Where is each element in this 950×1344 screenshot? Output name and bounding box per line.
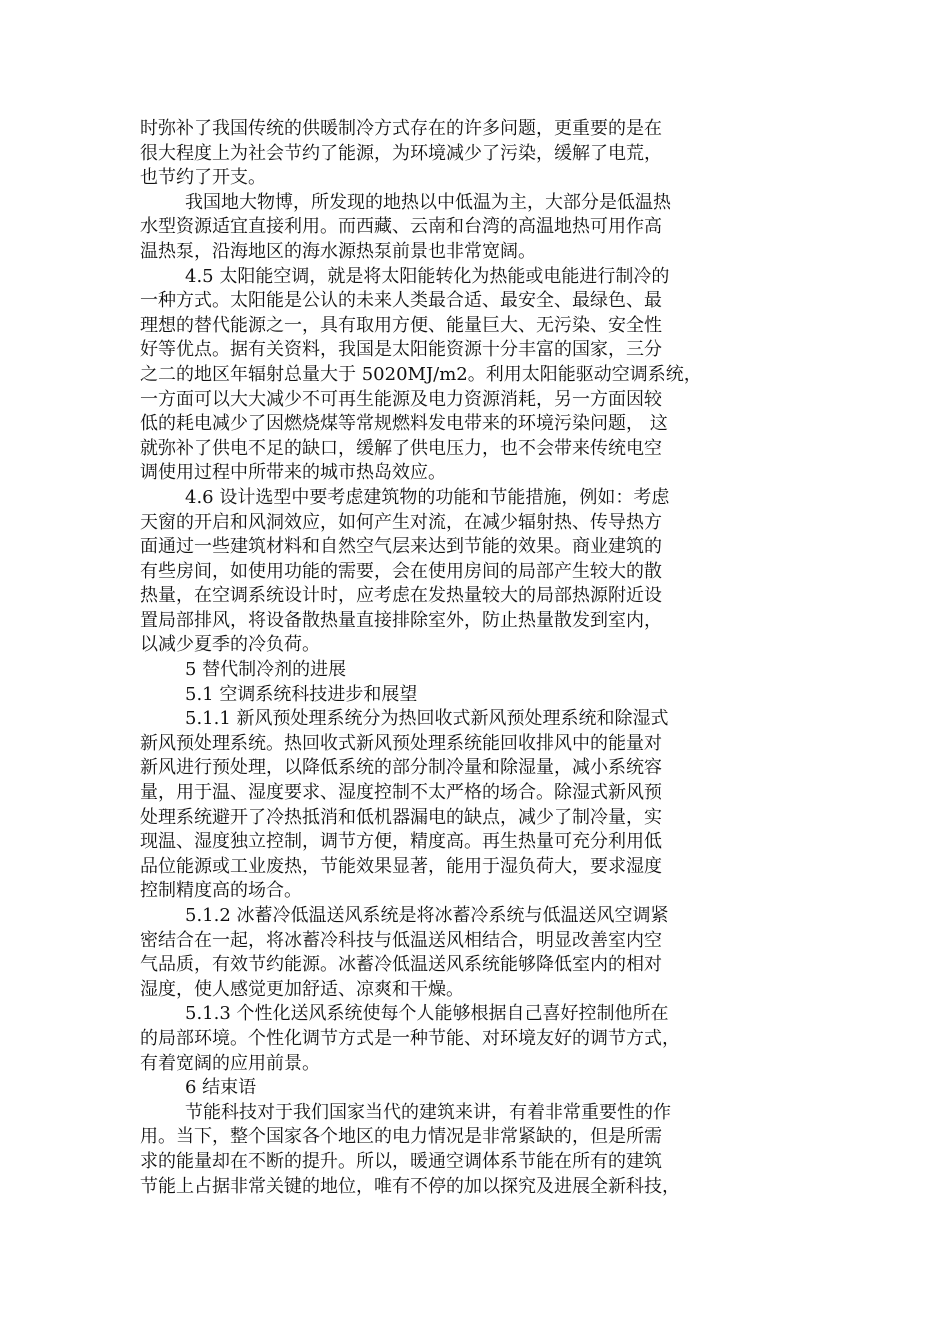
text-line: 有些房间，如使用功能的需要，会在使用房间的局部产生较大的散 [140,560,662,582]
text-line: 处理系统避开了冷热抵消和低机器漏电的缺点，减少了制冷量，实 [140,806,662,828]
text-line: 5.1.2 冰蓄冷低温送风系统是将冰蓄冷系统与低温送风空调紧 [185,905,669,926]
text-line: 密结合在一起，将冰蓄冷科技与低温送风相结合，明显改善室内空 [140,929,662,951]
text-line: 新风进行预处理，以降低系统的部分制冷量和除湿量，减小系统容 [140,757,662,779]
text-line: 5.1.3 个性化送风系统使每个人能够根据自己喜好控制他所在 [185,1003,669,1025]
text-line: 就弥补了供电不足的缺口，缓解了供电压力，也不会带来传统电空 [140,437,662,459]
text-line: 4.5 太阳能空调，就是将太阳能转化为热能或电能进行制冷的 [185,265,670,287]
text-line: 求的能量却在不断的提升。所以，暖通空调体系节能在所有的建筑 [140,1150,662,1172]
text-line: 温热泵，沿海地区的海水源热泵前景也非常宽阔。 [140,240,536,262]
text-line: 的局部环境。个性化调节方式是一种节能、对环境友好的调节方式， [140,1027,680,1049]
text-line: 时弥补了我国传统的供暖制冷方式存在的许多问题，更重要的是在 [140,118,662,139]
document-body [140,117,816,1199]
text-line: 5.1.1 新风预处理系统分为热回收式新风预处理系统和除湿式 [185,708,669,730]
text-line: 置局部排风，将设备散热量直接排除室外，防止热量散发到室内， [140,609,662,631]
text-line: 湿度，使人感觉更加舒适、凉爽和干燥。 [140,978,464,1000]
text-line: 现温、湿度独立控制，调节方便，精度高。再生热量可充分利用低 [140,831,662,853]
text-line: 我国地大物博，所发现的地热以中低温为主，大部分是低温热 [185,191,671,213]
text-line: 很大程度上为社会节约了能源，为环境减少了污染，缓解了电荒， [140,142,662,164]
text-line: 用。当下，整个国家各个地区的电力情况是非常紧缺的，但是所需 [140,1126,662,1148]
section-heading: 5 替代制冷剂的进展 [185,659,347,681]
text-line: 之二的地区年辐射总量大于 5020MJ/m2。利用太阳能驱动空调系统， [140,363,702,385]
text-line: 气品质，有效节约能源。冰蓄冷低温送风系统能够降低室内的相对 [140,954,662,976]
text-line: 热量，在空调系统设计时，应考虑在发热量较大的局部热源附近设 [140,585,662,607]
text-line: 面通过一些建筑材料和自然空气层来达到节能的效果。商业建筑的 [140,536,662,558]
text-line: 新风预处理系统。热回收式新风预处理系统能回收排风中的能量对 [140,732,662,754]
subsection-heading: 5.1 空调系统科技进步和展望 [185,683,418,705]
text-line: 水型资源适宜直接利用。而西藏、云南和台湾的高温地热可用作高 [140,216,662,238]
text-line: 低的耗电减少了因燃烧煤等常规燃料发电带来的环境污染问题， 这 [140,413,668,435]
text-line: 以减少夏季的冷负荷。 [140,634,320,656]
text-line: 也节约了开支。 [140,167,266,189]
text-line: 有着宽阔的应用前景。 [140,1052,320,1074]
text-line: 理想的替代能源之一，具有取用方便、能量巨大、无污染、安全性 [140,314,662,336]
text-line: 品位能源或工业废热，节能效果显著，能用于湿负荷大，要求湿度 [140,855,662,877]
text-line: 天窗的开启和风洞效应，如何产生对流，在减少辐射热、传导热方 [140,511,662,533]
text-line: 控制精度高的场合。 [140,880,302,902]
text-line: 4.6 设计选型中要考虑建筑物的功能和节能措施，例如：考虑 [185,486,670,508]
text-line: 量，用于温、湿度要求、湿度控制不太严格的场合。除湿式新风预 [140,782,662,804]
text-line: 好等优点。据有关资料，我国是太阳能资源十分丰富的国家，三分 [140,339,662,361]
text-line: 节能科技对于我们国家当代的建筑来讲，有着非常重要性的作 [185,1101,671,1123]
text-line: 调使用过程中所带来的城市热岛效应。 [140,462,446,484]
text-line: 一种方式。太阳能是公认的未来人类最合适、最安全、最绿色、最 [140,290,662,312]
text-line: 一方面可以大大减少不可再生能源及电力资源消耗，另一方面因较 [140,388,662,410]
text-line: 节能上占据非常关键的地位，唯有不停的加以探究及进展全新科技， [140,1175,680,1197]
section-heading: 6 结束语 [185,1077,257,1099]
